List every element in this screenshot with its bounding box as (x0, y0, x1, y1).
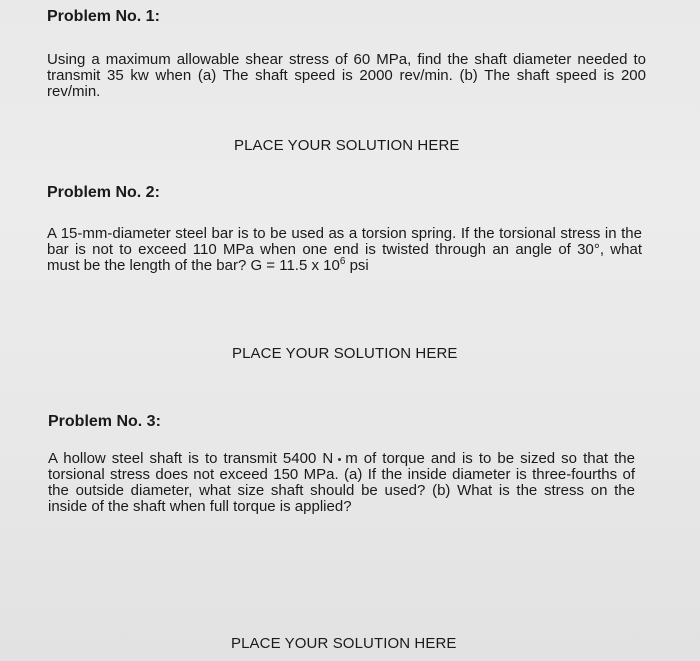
problem-3-text-after: m of torque and is to be sized so that the torsional stress does not exceed 150 MPa. (a) If the inside diameter is three-fourths of the outside diameter, what size shaft should be used? (b) What is the stress on the inside of the shaft when full torque is applied? (48, 450, 635, 515)
problem-2-exponent: 6 (339, 256, 346, 267)
problem-3-solution-placeholder: PLACE YOUR SOLUTION HERE (231, 635, 457, 652)
problem-1-heading: Problem No. 1: (47, 8, 160, 25)
problem-3-text-before: A hollow steel shaft is to transmit 5400 N (48, 450, 334, 467)
problem-2-solution-placeholder: PLACE YOUR SOLUTION HERE (232, 345, 458, 362)
problem-2-unit: psi (345, 257, 369, 274)
multiplication-dot (338, 458, 341, 461)
problem-1-solution-placeholder: PLACE YOUR SOLUTION HERE (234, 137, 460, 154)
problem-2-text (47, 226, 642, 274)
problem-3-heading: Problem No. 3: (48, 413, 161, 430)
problem-2-heading: Problem No. 2: (47, 184, 160, 201)
problem-1-text: Using a maximum allowable shear stress of 60 MPa, find the shaft diameter needed to transmit 35 kw when (a) The shaft speed is 2000 rev/min. (b) The shaft speed is 200 rev/min. (47, 51, 646, 100)
problem-3-text (48, 451, 635, 515)
problem-2-body: A 15-mm-diameter steel bar is to be used as a torsion spring. If the torsional stress in the bar is not to exceed 110 MPa when one end is twisted through an angle of 30°, what must be the length of the bar? G = 11.5 x 10 (47, 225, 642, 274)
